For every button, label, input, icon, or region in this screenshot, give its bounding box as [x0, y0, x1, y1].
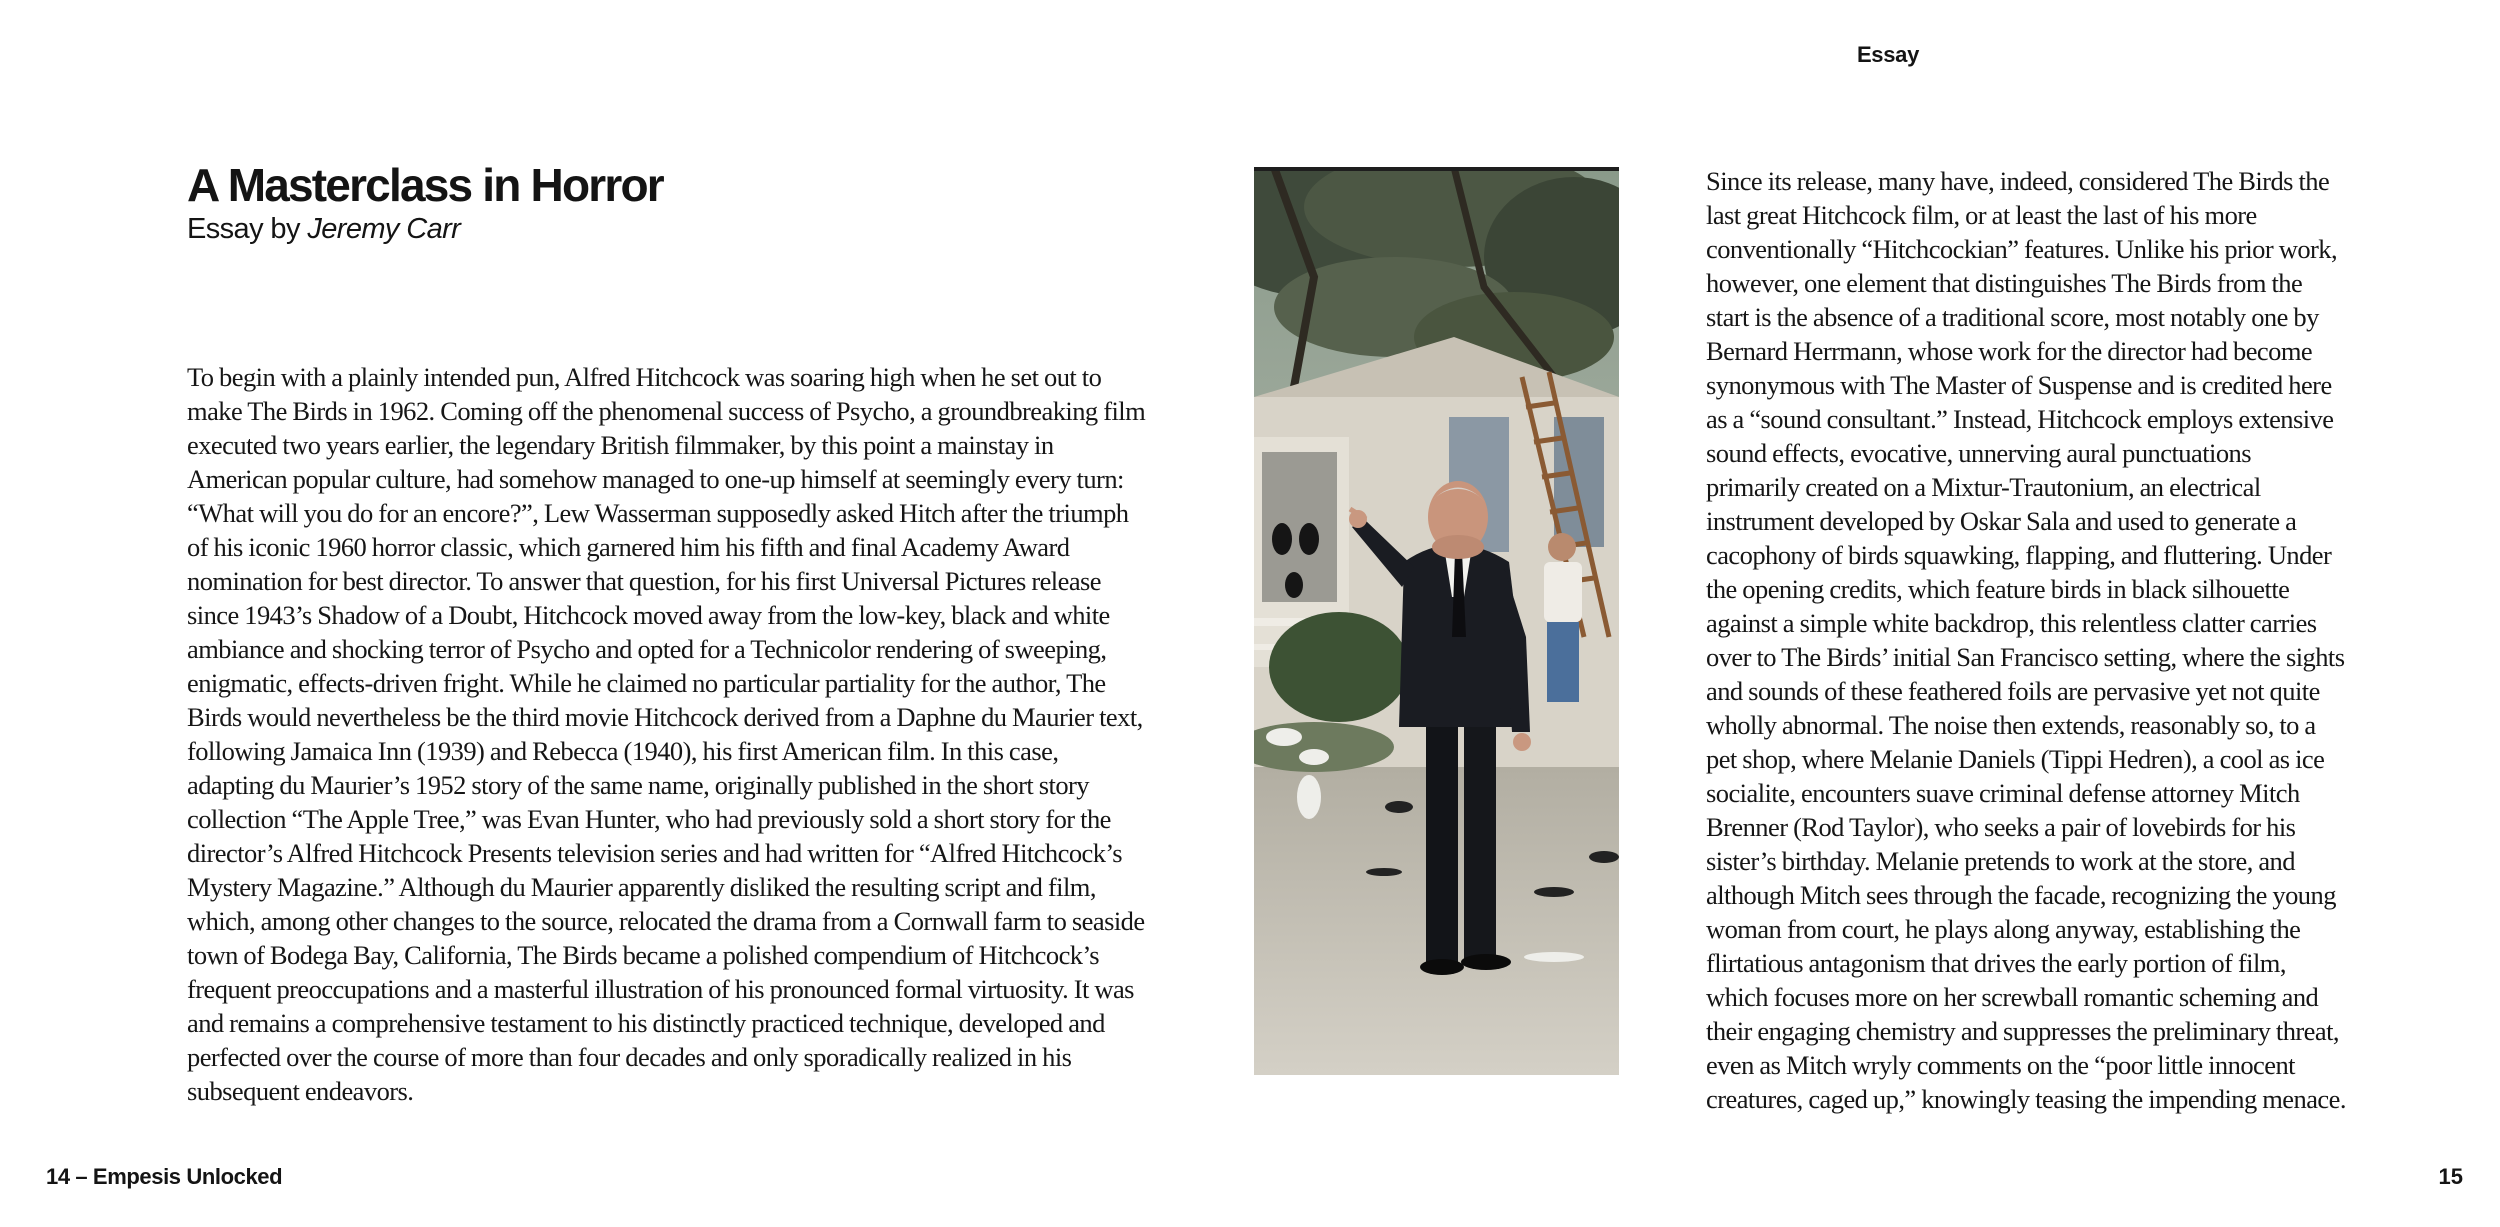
- article-title: A Masterclass in Horror: [187, 159, 663, 211]
- author-name: Jeremy Carr: [307, 213, 461, 245]
- hitchcock-photo: [1254, 167, 1619, 1075]
- essay-body-right: Since its release, many have, indeed, considered The Birds the last great Hitchcock film, or at least the last of his more conventionally “Hitchcockian” features. Unlike his prior work, however, one element that distinguishes The Birds from the start is the absence of a traditional score, most notably one by Bernard Herrmann, whose work for the director had become synonymous with The Master of Suspense and is credited here as a “sound consultant.” Instead, Hitchcock employs extensive sound effects, evocative, unnerving aural punctuations primarily created on a Mixtur-Trautonium, an electrical instrument developed by Oskar Sala and used to generate a cacophony of birds squawking, flapping, and fluttering. Under the opening credits, which feature birds in black silhouette against a simple white backdrop, this relentless clatter carries over to The Birds’ initial San Francisco setting, where the sights and sounds of these feathered foils are pervasive yet not quite wholly abnormal. The noise then extends, reasonably so, to a pet shop, where Melanie Daniels (Tippi Hedren), a cool as ice socialite, encounters suave criminal defense attorney Mitch Brenner (Rod Taylor), who seeks a pair of lovebirds for his sister’s birthday. Melanie pretends to work at the store, and although Mitch sees through the facade, recognizing the young woman from court, he plays along anyway, establishing the flirtatious antagonism that drives the early portion of film, which focuses more on her screwball romantic scheming and their engaging chemistry and suppresses the preliminary threat, even as Mitch wryly comments on the “poor little innocent creatures, caged up,” knowingly teasing the impending menace.: [1706, 166, 2346, 1114]
- photo-illustration: [1254, 167, 1619, 1075]
- essay-body-left: To begin with a plainly intended pun, Alfred Hitchcock was soaring high when he set out to make The Birds in 1962. Coming off the phenomenal success of Psycho, a groundbreaking film executed two years earlier, the legendary British filmmaker, by this point a mainstay in American popular culture, had somehow managed to one-up himself at seemingly every turn: “What will you do for an encore?”, Lew Wasserman supposedly asked Hitch after the triumph of his iconic 1960 horror classic, which garnered him his fifth and final Academy Award nomination for best director. To answer that question, for his first Universal Pictures release since 1943’s Shadow of a Doubt, Hitchcock moved away from the low-key, black and white ambiance and shocking terror of Psycho and opted for a Technicolor rendering of sweeping, enigmatic, effects-driven fright. While he claimed no particular partiality for the author, The Birds would nevertheless be the third movie Hitchcock derived from a Daphne du Maurier text, following Jamaica Inn (1939) and Rebecca (1940), his first American film. In this case, adapting du Maurier’s 1952 story of the same name, originally published in the short story collection “The Apple Tree,” was Evan Hunter, who had previously sold a short story for the director’s Alfred Hitchcock Presents television series and had written for “Alfred Hitchcock’s Mystery Magazine.” Although du Maurier apparently disliked the resulting script and film, which, among other changes to the source, relocated the drama from a Cornwall farm to seaside town of Bodega Bay, California, The Birds became a polished compendium of Hitchcock’s frequent preoccupations and a masterful illustration of his pronounced formal virtuosity. It was and remains a comprehensive testament to his distinctly practiced technique, developed and perfected over the course of more than four decades and only sporadically realized in his subsequent endeavors.: [187, 362, 1146, 1106]
- byline-prefix: Essay by: [187, 213, 308, 245]
- folio-right: 15: [2438, 1164, 2463, 1189]
- title-block: [187, 158, 1087, 246]
- bush: [1269, 612, 1409, 722]
- folio-left: 14 – Empesis Unlocked: [46, 1164, 283, 1189]
- byline: [187, 212, 1087, 246]
- section-label: Essay: [1856, 42, 1920, 67]
